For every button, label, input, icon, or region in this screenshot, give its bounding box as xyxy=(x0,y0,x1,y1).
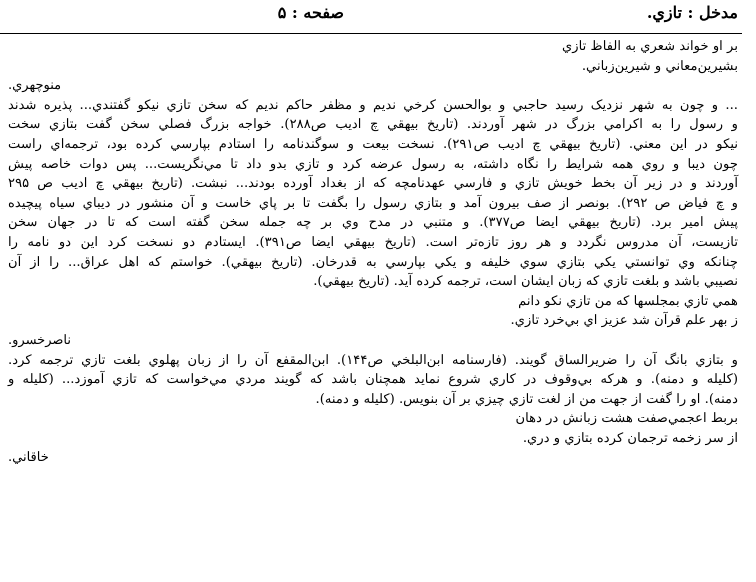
text-line: تازيست، آن مدروس نگردد و هر روز تازه‌تر است. (تاريخ بيهقي ايضا ص۳۹۱). ايستادم دو نسخت کرد اين دو نامه را xyxy=(8,234,738,250)
intro-line: بشيرين‌معاني و شيرين‌زباني. xyxy=(581,58,738,74)
text-line: آوردند و در زير آن بخط خويش تازي و فارسي عهدنامچه که از بغداد آورده بودند... نبشت. (تاريخ بيهقي چ اديب ص ۲۹۵ xyxy=(8,176,738,192)
entry-title: مدخل : تازي. xyxy=(646,3,738,22)
document-body xyxy=(8,37,738,468)
text-line: نصيبي باشد و بلغت تازي که زبان ايشان است، ترجمه کرده آيد. (تاريخ بيهقي). xyxy=(313,274,738,290)
text-line: چنانکه وي توانستي يکي بتازي سوي خليفه و يکي بپارسي به قدرخان. (تاريخ بيهقي). خواستم که اهل عراق... را از آن xyxy=(8,254,738,270)
page-header xyxy=(0,3,756,29)
page-number: صفحه : ۵ xyxy=(277,3,344,22)
verse-line: از سر زخمه ترجمان کرده بتازي و دري. xyxy=(522,430,738,446)
verse-line: ز بهر علم قرآن شد عزيز اي بي‌خرد تازي. xyxy=(510,313,738,329)
text-line: نيکو در اين معني. (تاريخ بيهقي چ اديب ص۲۹۱). نسخت بيعت و سوگندنامه را استادم بپارسي کرده بود، ترجمه‌اي راست xyxy=(8,136,738,152)
text-line: (کليله و دمنه). و هرکه بي‌وقوف در کاري شروع نمايد همچنان باشد که گويند مردي مي‌خواست که تازي آموزد... (کليله و xyxy=(8,372,738,388)
section-heading: منوچهري. xyxy=(8,78,62,94)
section-heading: خاقاني. xyxy=(8,450,49,466)
text-line: دمنه). او را گفت از جهت من از لغت تازي چيزي بر آن بنويس. (کليله و دمنه). xyxy=(315,391,738,407)
verse-line: همي تازي بمجلسها که من تازي نکو دانم xyxy=(518,293,738,309)
intro-line: بر او خواند شعري به الفاظ تازي xyxy=(561,39,738,54)
section-heading: ناصرخسرو. xyxy=(8,332,72,348)
text-line: پيش امير برد. (تاريخ بيهقي ايضا ص۳۷۷). و متنبي در مدح وي بر چه جمله سخن گفته است که تا در جهان سخن xyxy=(8,215,738,231)
text-line: و بتازي بانگ آن را ضريرالساق گويند. (فارسنامه ابن‌البلخي ص۱۴۴). ابن‌المقفع آن را از زبان پهلوي بلغت تازي ترجمه کرد. xyxy=(8,352,738,368)
header-divider xyxy=(0,33,742,34)
text-line: و چ فياض ص ۲۹۲). بونصر از صف بيرون آمد و بتازي رسول را بگفت تا بر پاي خاست و آن منشور در ديباي سياه پيچيده xyxy=(8,195,738,211)
verse-line: بربط اعجمي‌صفت هشت زبانش در دهان xyxy=(515,411,738,427)
text-line: چون ديبا و روي همه شرايط را نگاه داشته، به رسول عرضه کرد و تازي بدو داد تا مي‌نگريست... پس دوات خاصه پيش xyxy=(8,156,738,172)
text-line: ... و چون به شهر نزديک رسيد حاجبي و بوالحسن کرخي نديم و مظفر حاکم نديم که سخن تازي نيکو گفتندي... پذيره شدند xyxy=(8,97,738,113)
text-line: و رسول را به اکرامي بزرگ در شهر آوردند. (تاريخ بيهقي چ اديب ص۲۸۸). خواجه بزرگ فصلي سخن گفت بتازي سخت xyxy=(8,117,738,133)
